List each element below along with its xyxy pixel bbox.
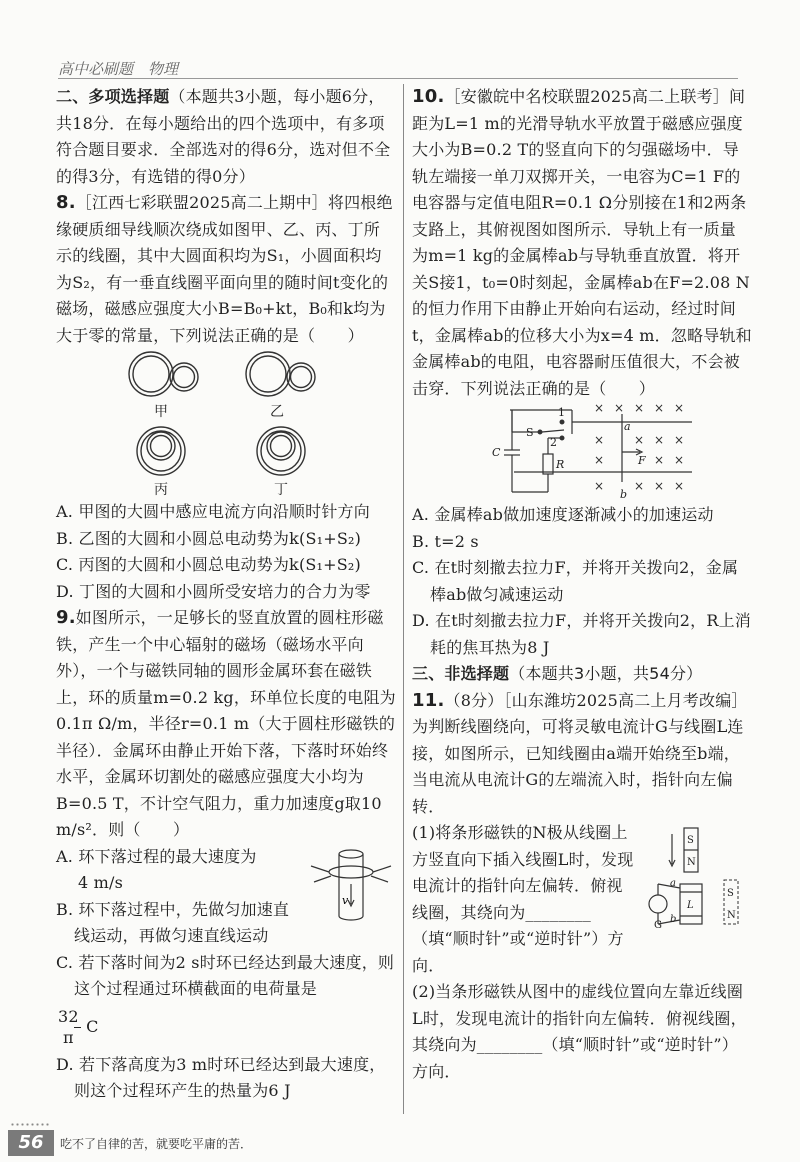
end-b: b <box>670 914 677 925</box>
rod-end-b: b <box>620 488 628 501</box>
left-column <box>56 84 396 1105</box>
page-number: 56 <box>8 1130 54 1156</box>
question-10: 10.［安徽皖中名校联盟2025高二上联考］间距为L=1 m的光滑导轨水平放置于磁感应强度大小为B=0.2 T的竖直向下的匀强磁场中．导轨左端接一单刀双掷开关，一电容为C=1 F的电容器与定值电阻R=0.1 Ω分别接在1和2两条支路上，其俯视图如图所示．导轨上有一质量为m=1 kg的金属棒ab与导轨垂直放置．将开关S接1，t₀=0时刻起，金属棒ab在F=2.08 N的恒力作用下由静止开始向右运动，经过时间t，金属棒ab的位移大小为x=4 m．忽略导轨和金属棒ab的电阻，电容器耐压值很大，不会被击穿．下列说法正确的是（ ） <box>412 86 752 398</box>
svg-text:×: × <box>674 433 685 447</box>
q10-option-c: C. 在t时刻撤去拉力F，并将开关拨向2，金属棒ab做匀减速运动 <box>412 558 739 604</box>
q8-option-c: C. 丙图的大圆和小圆总电动势为k(S₁+S₂) <box>56 555 361 574</box>
svg-text:×: × <box>654 402 665 415</box>
q10-circuit-figure <box>412 402 752 502</box>
q9-option-b: B. 环下落过程中，先做匀加速直 线运动，再做匀速直线运动 <box>56 899 290 945</box>
q11-part-1: (1)将条形磁铁的N极从线圈上方竖直向下插入线圈L时，发现电流计的指针向左偏转．俯视线圈，其绕向为________（填“顺时针”或“逆时针”）方向． <box>412 823 634 975</box>
q11-part-2: (2)当条形磁铁从图中的虚线位置向左靠近线圈L时，发现电流计的指针向左偏转．俯视线圈，其绕向为________（填“顺时针”或“逆时针”）方向． <box>412 982 747 1081</box>
section-3-heading: 三、非选择题（本题共3小题，共54分） <box>412 664 703 683</box>
svg-text:×: × <box>614 402 625 415</box>
svg-text:×: × <box>674 402 685 415</box>
svg-text:×: × <box>594 402 605 415</box>
terminal-2: 2 <box>550 436 558 449</box>
q8-option-b: B. 乙图的大圆和小圆总电动势为k(S₁+S₂) <box>56 528 362 548</box>
q10-option-b: B. t=2 s <box>412 531 479 551</box>
svg-text:×: × <box>654 479 665 493</box>
resistor-label: R <box>556 458 565 471</box>
label-bing: 丙 <box>154 482 169 498</box>
running-header: 高中必刷题 物理 <box>58 60 179 78</box>
svg-text:×: × <box>654 453 665 467</box>
svg-text:×: × <box>654 433 665 447</box>
right-column <box>412 84 752 1085</box>
svg-text:×: × <box>594 433 605 447</box>
magnet-s: S <box>687 835 695 846</box>
q9-option-c: C. 若下落时间为2 s时环已经达到最大速度，则这个过程通过环横截面的电荷量是 $\frac{32}{\pi}$ C <box>56 952 395 1047</box>
velocity-label: v <box>342 893 349 907</box>
svg-text:×: × <box>674 479 685 493</box>
svg-text:×: × <box>674 453 685 467</box>
q9-option-a: A. 环下落过程的最大速度为 4 m/s <box>56 846 257 892</box>
end-a: a <box>670 878 677 889</box>
terminal-1: 1 <box>558 406 566 419</box>
question-11: 11.（8分）［山东潍坊2025高二上月考改编］为判断线圈绕向，可将灵敏电流计G与线圈L连接，如图所示，已知线圈由a端开始绕至b端，当电流从电流计G的左端流入时，指针向左偏转． <box>412 689 748 816</box>
q9-options-ab <box>56 844 396 950</box>
column-divider <box>403 84 404 1114</box>
q9-magnet-figure <box>306 844 396 924</box>
question-8: 8.［江西七彩联盟2025高二上期中］将四根绝缘硬质细导线顺次绕成如图甲、乙、丙、丁所示的线圈，其中大圆面积均为S₁，小圆面积均为S₂，有一垂直线圈平面向里的随时间t变化的磁场，磁感应强度大小B=B₀+kt，B₀和k均为大于零的常量，下列说法正确的是（ ） <box>56 192 393 345</box>
svg-text:×: × <box>634 433 645 447</box>
capacitor-label: C <box>492 446 501 459</box>
q11-part-1-wrap <box>412 820 752 979</box>
svg-text:×: × <box>594 479 605 493</box>
q11-coil-figure <box>642 824 752 934</box>
rod-end-a: a <box>624 420 631 433</box>
footer-dots <box>10 1122 50 1128</box>
label-jia: 甲 <box>154 404 169 420</box>
magnet-n: N <box>687 857 696 868</box>
q8-coil-figure <box>56 349 396 499</box>
label-yi: 乙 <box>270 404 285 420</box>
question-9: 9.如图所示，一足够长的竖直放置的圆柱形磁铁，产生一个中心辐射的磁场（磁场水平向外），一个与磁铁同轴的圆形金属环套在磁铁上，环的质量m=0.2 kg，环单位长度的电阻为0.1π Ω/m，半径r=0.1 m（大于圆柱形磁铁的半径）．金属环由静止开始下落，下落时环始终水平，金属环切割处的磁感应强度大小均为B=0.5 T，不计空气阻力，重力加速度g取10 m/s²．则（ ） <box>56 607 396 839</box>
q9-option-d: D. 若下落高度为3 m时环已经达到最大速度，则这个过程环产生的热量为6 J <box>56 1054 386 1100</box>
galvanometer-label: G <box>654 920 663 931</box>
q10-option-a: A. 金属棒ab做加速度逐渐减小的加速运动 <box>412 505 714 524</box>
force-label: F <box>638 454 646 467</box>
svg-text:×: × <box>594 453 605 467</box>
switch-label: S <box>526 426 534 439</box>
q8-option-d: D. 丁图的大圆和小圆所受安培力的合力为零 <box>56 581 371 601</box>
label-ding: 丁 <box>274 482 289 498</box>
svg-text:×: × <box>634 479 645 493</box>
dashed-magnet-n: N <box>727 910 736 921</box>
coil-label: L <box>687 900 694 911</box>
q10-option-d: D. 在t时刻撤去拉力F，并将开关拨向2，R上消耗的焦耳热为8 J <box>412 611 751 657</box>
svg-text:×: × <box>634 402 645 415</box>
section-2-heading: 二、多项选择题（本题共3小题，每小题6分，共18分．在每小题给出的四个选项中，有多项符合题目要求．全部选对的得6分，选对但不全的得3分，有选错的得0分） <box>56 87 391 186</box>
header-rule <box>58 78 738 79</box>
footer-motto: 吃不了自律的苦，就要吃平庸的苦． <box>60 1137 253 1151</box>
dashed-magnet-s: S <box>727 888 735 899</box>
q8-option-a: A. 甲图的大圆中感应电流方向沿顺时针方向 <box>56 502 370 521</box>
